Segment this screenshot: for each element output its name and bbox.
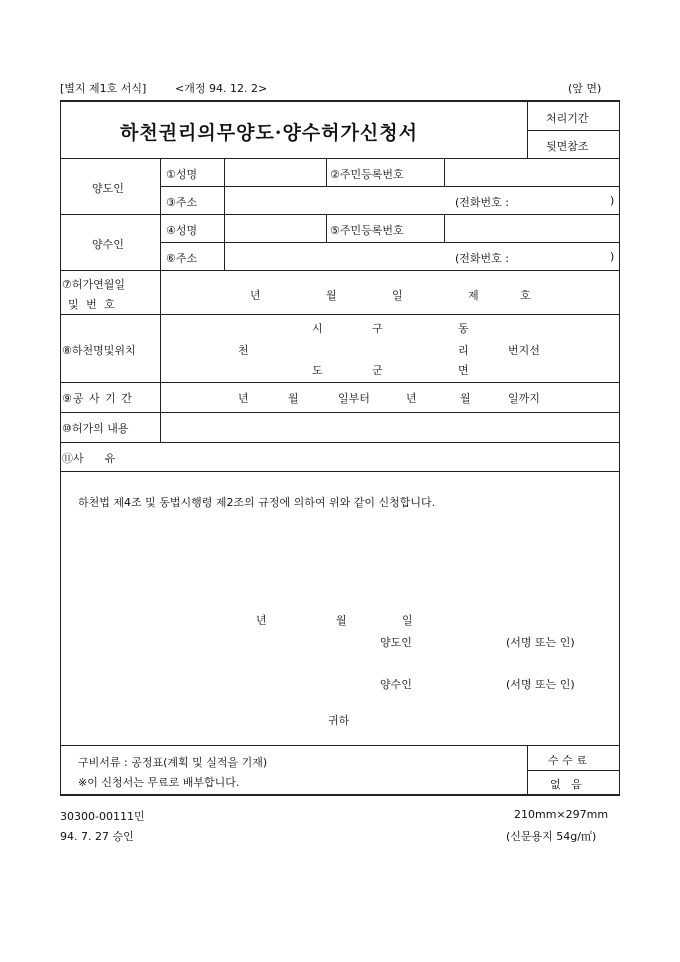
signature-transferor: (서명 또는 인) — [506, 636, 575, 649]
river-location-label: ⑧하천명및위치 — [62, 344, 136, 357]
location-gu: 구 — [372, 322, 383, 335]
processing-period-value: 뒷면참조 — [546, 140, 589, 153]
transferor-address-label: ③주소 — [166, 196, 198, 209]
permit-date-label: ⑦허가연월일 — [62, 278, 125, 291]
processing-period-label: 처리기간 — [546, 112, 589, 125]
reason-label: ⑪사 유 — [62, 452, 116, 465]
permit-month: 월 — [326, 289, 337, 302]
transferor-name-label: ①성명 — [166, 168, 198, 181]
paper-size: 210mm×297mm — [514, 808, 609, 821]
declaration-month: 월 — [336, 614, 347, 627]
transferor-phone-label: (전화번호 : — [455, 196, 509, 209]
required-documents: 구비서류 : 공정표(계획 및 실적을 기재) — [78, 756, 268, 769]
location-myeon: 면 — [458, 364, 469, 377]
river-cheon: 천 — [238, 344, 249, 357]
revision-date: <개정 94. 12. 2> — [175, 82, 268, 95]
form-number: [별지 제1호 서식] — [60, 82, 147, 95]
construction-period-label: ⑨공 사 기 간 — [62, 392, 133, 405]
transferee-address-label: ⑥주소 — [166, 252, 198, 265]
fee-value: 없 음 — [550, 778, 582, 791]
location-beonji: 번지선 — [508, 344, 540, 357]
construction-year-1: 년 — [238, 392, 249, 405]
transferee-id-label: ⑤주민등록번호 — [330, 224, 404, 237]
page-side: (앞 면) — [568, 82, 602, 95]
construction-from: 일부터 — [338, 392, 370, 405]
permit-ho: 호 — [520, 289, 531, 302]
location-do: 도 — [312, 364, 323, 377]
permit-year: 년 — [250, 289, 261, 302]
location-ri: 리 — [458, 344, 469, 357]
permit-content-label: ⑩허가의 내용 — [62, 422, 129, 435]
location-si: 시 — [312, 322, 323, 335]
permit-je: 제 — [468, 289, 479, 302]
transferee-name-label: ④성명 — [166, 224, 198, 237]
fee-label: 수 수 료 — [548, 754, 587, 767]
transferee-phone-close: ) — [610, 250, 615, 263]
transferor-label: 양도인 — [92, 182, 124, 195]
declaration-text: 하천법 제4조 및 동법시행령 제2조의 규정에 의하여 위와 같이 신청합니다. — [78, 496, 436, 509]
paper-type: (신문용지 54g/㎡) — [506, 830, 597, 843]
location-gun: 군 — [372, 364, 383, 377]
transferor-id-label: ②주민등록번호 — [330, 168, 404, 181]
declaration-transferee: 양수인 — [380, 678, 412, 691]
construction-year-2: 년 — [406, 392, 417, 405]
transferee-phone-label: (전화번호 : — [455, 252, 509, 265]
transferor-phone-close: ) — [610, 194, 615, 207]
form-title: 하천권리의무양도·양수허가신청서 — [120, 122, 418, 144]
permit-number-label: 및 번 호 — [68, 298, 117, 311]
construction-month-1: 월 — [288, 392, 299, 405]
location-dong: 동 — [458, 322, 469, 335]
declaration-year: 년 — [256, 614, 267, 627]
construction-until: 일까지 — [508, 392, 540, 405]
form-code: 30300-00111민 — [60, 810, 145, 823]
transferee-label: 양수인 — [92, 238, 124, 251]
permit-day: 일 — [392, 289, 403, 302]
construction-month-2: 월 — [460, 392, 471, 405]
declaration-transferor: 양도인 — [380, 636, 412, 649]
free-distribution-note: ※이 신청서는 무료로 배부합니다. — [78, 776, 240, 789]
addressee: 귀하 — [328, 714, 350, 727]
approval-date: 94. 7. 27 승인 — [60, 830, 134, 843]
signature-transferee: (서명 또는 인) — [506, 678, 575, 691]
declaration-day: 일 — [402, 614, 413, 627]
